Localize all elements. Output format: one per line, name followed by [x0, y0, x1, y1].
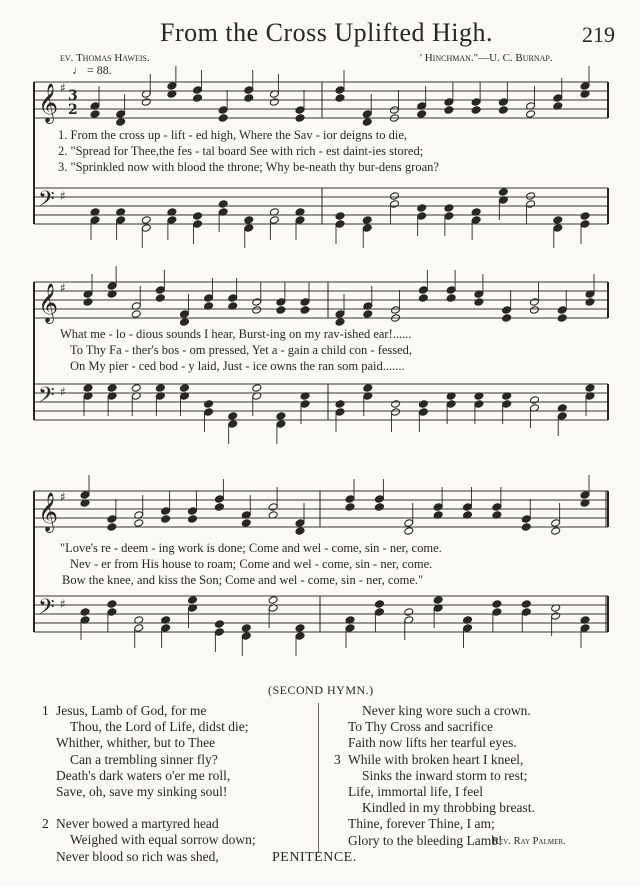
lyric-line: "Love's re - deem - ing work is done; Come and wel - come, sin - ner, come. — [60, 541, 442, 555]
verse-line — [334, 752, 535, 768]
note-head — [252, 384, 262, 393]
note-head — [218, 106, 228, 115]
verse-line — [42, 784, 256, 800]
note-head — [374, 495, 384, 504]
lyric-line: 3. "Sprinkled now with blood the throne; Why be-neath thy bur-dens groan? — [58, 160, 439, 174]
note-head — [141, 216, 151, 225]
note-head — [244, 224, 254, 233]
note-head — [521, 523, 531, 532]
note-head — [295, 106, 305, 115]
note-head — [557, 306, 567, 315]
note-head — [446, 400, 456, 409]
verse-line — [334, 800, 535, 816]
note-head — [193, 86, 203, 95]
note-head — [444, 212, 454, 221]
stanza-number: 1 — [42, 703, 49, 718]
verse-text: Thine, forever Thine, I am; — [348, 816, 495, 832]
note-head — [553, 216, 563, 225]
note-head — [204, 294, 214, 303]
note-head — [391, 408, 401, 417]
note-head — [300, 298, 310, 307]
note-head — [295, 216, 305, 225]
note-head — [300, 306, 310, 315]
note-head — [521, 608, 531, 617]
note-head — [498, 106, 508, 115]
note-head — [295, 527, 305, 536]
verse-line — [42, 849, 256, 865]
verse-text: Can a trembling sinner fly? — [70, 751, 218, 767]
note-head — [155, 286, 165, 295]
note-head — [214, 503, 224, 512]
verse-text: Whither, whither, but to Thee — [56, 735, 216, 751]
verse-column-right — [334, 703, 535, 849]
footer-tune-name: PENITENCE. — [272, 850, 357, 865]
note-head — [580, 220, 590, 229]
note-head — [268, 503, 278, 512]
note-head — [529, 298, 539, 307]
time-signature: 2 — [68, 102, 78, 118]
note-head — [551, 527, 561, 536]
note-head — [241, 519, 251, 528]
note-head — [252, 306, 262, 315]
note-head — [404, 519, 414, 528]
note-head — [444, 98, 454, 107]
note-head — [391, 306, 401, 315]
lyric-line: On My pier - ced bod - y laid, Just - ice owns the ran som paid....... — [70, 359, 405, 373]
note-head — [492, 600, 502, 609]
key-signature-sharp-icon: ♯ — [60, 385, 66, 399]
time-signature: 3 — [68, 88, 78, 104]
note-head — [502, 400, 512, 409]
note-head — [214, 620, 224, 629]
note-head — [107, 608, 117, 617]
note-head — [526, 192, 536, 201]
note-head — [269, 216, 279, 225]
section-heading: (SECOND HYMN.) — [268, 683, 374, 697]
note-head — [580, 82, 590, 91]
note-head — [244, 94, 254, 103]
verse-line — [42, 719, 256, 735]
note-head — [268, 596, 278, 605]
note-head — [526, 200, 536, 209]
column-divider — [318, 703, 319, 853]
verse-text: Never blood so rich was shed, — [56, 848, 219, 864]
note-head — [295, 624, 305, 633]
bass-clef-icon: 𝄢 — [38, 187, 55, 217]
treble-clef-icon: 𝄞 — [38, 283, 59, 323]
note-head — [418, 408, 428, 417]
note-head — [362, 224, 372, 233]
note-head — [218, 114, 228, 123]
note-head — [134, 519, 144, 528]
note-head — [362, 110, 372, 119]
note-head — [446, 294, 456, 303]
note-head — [161, 507, 171, 516]
verse-text: Life, immortal life, I feel — [348, 784, 483, 800]
note-head — [193, 212, 203, 221]
note-head — [404, 608, 414, 617]
note-head — [228, 412, 238, 421]
note-head — [131, 384, 141, 393]
note-head — [580, 624, 590, 633]
note-head — [295, 632, 305, 641]
note-head — [363, 384, 373, 393]
note-head — [188, 507, 198, 516]
note-head — [335, 310, 345, 319]
note-head — [498, 98, 508, 107]
note-head — [471, 216, 481, 225]
note-head — [83, 298, 93, 307]
verse-text: While with broken heart I kneel, — [348, 751, 524, 767]
verse-text: Jesus, Lamb of God, for me — [56, 703, 207, 718]
note-head — [179, 310, 189, 319]
note-head — [107, 600, 117, 609]
note-head — [580, 212, 590, 221]
verse-line — [42, 816, 256, 832]
note-head — [300, 400, 310, 409]
note-head — [474, 400, 484, 409]
note-head — [179, 318, 189, 327]
note-head — [433, 503, 443, 512]
note-head — [295, 519, 305, 528]
verse-line — [334, 816, 535, 832]
note-head — [141, 224, 151, 233]
verse-line — [334, 719, 535, 735]
note-head — [107, 282, 117, 291]
note-head — [526, 110, 536, 119]
note-head — [389, 192, 399, 201]
note-head — [218, 200, 228, 209]
note-head — [529, 306, 539, 315]
treble-clef-icon: 𝄞 — [38, 492, 59, 532]
note-head — [363, 310, 373, 319]
note-head — [580, 491, 590, 500]
note-head — [141, 98, 151, 107]
note-head — [116, 110, 126, 119]
note-head — [345, 624, 355, 633]
lyric-line: Bow the knee, and kiss the Son; Come and wel - come, sin - ner, come." — [62, 573, 424, 587]
note-head — [214, 495, 224, 504]
key-signature-sharp-icon: ♯ — [60, 490, 66, 504]
lyricist-credit: ev. Thomas Haweis. — [60, 52, 150, 64]
note-head — [345, 495, 355, 504]
verse-line — [42, 800, 256, 816]
note-head — [417, 110, 427, 119]
note-head — [276, 412, 286, 421]
verse-text: Faith now lifts her tearful eyes. — [348, 735, 517, 751]
note-head — [335, 94, 345, 103]
note-head — [502, 306, 512, 315]
note-head — [345, 503, 355, 512]
note-head — [463, 503, 473, 512]
page-title: From the Cross Uplifted High. — [160, 18, 493, 47]
note-head — [335, 220, 345, 229]
note-head — [335, 400, 345, 409]
note-head — [391, 400, 401, 409]
note-head — [241, 632, 251, 641]
note-head — [446, 286, 456, 295]
note-head — [276, 420, 286, 429]
note-head — [167, 216, 177, 225]
verse-text: Weighed with equal sorrow down; — [70, 832, 256, 848]
lyric-line: What me - lo - dious sounds I hear, Burst-ing on my rav-ished ear!...... — [60, 327, 412, 341]
note-head — [529, 396, 539, 405]
key-signature-sharp-icon: ♯ — [60, 597, 66, 611]
note-head — [228, 294, 238, 303]
page-number: 219 — [582, 22, 615, 47]
note-head — [444, 204, 454, 213]
verse-line — [334, 735, 535, 751]
note-head — [107, 384, 117, 393]
note-head — [418, 286, 428, 295]
verse-text: To Thy Cross and sacrifice — [348, 719, 494, 735]
note-head — [90, 216, 100, 225]
note-head — [492, 503, 502, 512]
key-signature-sharp-icon: ♯ — [60, 281, 66, 295]
key-signature-sharp-icon: ♯ — [60, 81, 66, 95]
note-head — [553, 94, 563, 103]
note-head — [107, 515, 117, 524]
treble-clef-icon: 𝄞 — [38, 83, 59, 123]
note-head — [557, 412, 567, 421]
note-head — [335, 86, 345, 95]
verse-text: Sinks the inward storm to rest; — [362, 767, 528, 783]
note-head — [471, 98, 481, 107]
note-head — [204, 408, 214, 417]
note-head — [80, 608, 90, 617]
note-head — [155, 294, 165, 303]
verse-column-left — [42, 703, 256, 865]
lyric-line: Nev - er from His house to roam; Come and wel - come, sin - ner, come. — [70, 557, 433, 571]
note-head — [474, 298, 484, 307]
note-head — [228, 420, 238, 429]
verse-line — [42, 768, 256, 784]
note-head — [433, 596, 443, 605]
bass-clef-icon: 𝄢 — [38, 595, 55, 625]
note-head — [585, 384, 595, 393]
note-head — [362, 118, 372, 127]
note-head — [551, 612, 561, 621]
note-head — [374, 600, 384, 609]
note-head — [551, 519, 561, 528]
note-head — [418, 400, 428, 409]
note-head — [167, 82, 177, 91]
note-head — [90, 110, 100, 119]
note-head — [389, 200, 399, 209]
note-head — [557, 314, 567, 323]
note-head — [585, 298, 595, 307]
note-head — [362, 216, 372, 225]
note-head — [417, 204, 427, 213]
note-head — [188, 596, 198, 605]
note-head — [417, 212, 427, 221]
note-head — [161, 515, 171, 524]
author-credit: Rev. Ray Palmer. — [492, 836, 566, 847]
note-head — [241, 624, 251, 633]
note-head — [252, 298, 262, 307]
note-head — [193, 94, 203, 103]
note-head — [502, 314, 512, 323]
verse-line — [334, 768, 535, 784]
verse-text: Never king wore such a crown. — [362, 703, 531, 718]
note-head — [116, 118, 126, 127]
verse-text: Save, oh, save my sinking soul! — [56, 784, 228, 800]
note-head — [244, 216, 254, 225]
note-head — [116, 216, 126, 225]
note-head — [188, 515, 198, 524]
note-head — [161, 624, 171, 633]
note-head — [335, 212, 345, 221]
note-head — [521, 600, 531, 609]
tempo-marking: ♩ = 88. — [72, 63, 112, 77]
note-head — [134, 624, 144, 633]
verse-line — [334, 703, 535, 719]
stanza-number: 2 — [42, 816, 49, 832]
note-head — [463, 624, 473, 633]
verse-text: Thou, the Lord of Life, didst die; — [70, 719, 249, 735]
verse-line — [42, 752, 256, 768]
note-head — [193, 220, 203, 229]
note-head — [204, 400, 214, 409]
tune-credit: ' Hinchman."—U. C. Burnap. — [420, 52, 553, 64]
note-head — [335, 408, 345, 417]
note-head — [521, 515, 531, 524]
note-head — [498, 188, 508, 197]
verse-text: Kindled in my throbbing breast. — [362, 800, 535, 816]
note-head — [155, 384, 165, 393]
note-head — [389, 106, 399, 115]
note-head — [492, 608, 502, 617]
note-head — [374, 503, 384, 512]
note-head — [276, 298, 286, 307]
note-head — [214, 628, 224, 637]
lyric-line: 2. "Spread for Thee,the fes - tal board See with rich - est daint-ies stored; — [58, 144, 424, 158]
note-head — [444, 106, 454, 115]
note-head — [404, 527, 414, 536]
verse-text: Death's dark waters o'er me roll, — [56, 767, 231, 783]
stanza-number: 3 — [334, 751, 341, 767]
note-head — [471, 106, 481, 115]
verse-line — [42, 832, 256, 848]
verse-line — [42, 703, 256, 719]
note-head — [107, 523, 117, 532]
note-head — [374, 608, 384, 617]
note-head — [295, 114, 305, 123]
note-head — [276, 306, 286, 315]
verse-line — [334, 784, 535, 800]
note-head — [179, 384, 189, 393]
verse-line — [42, 735, 256, 751]
key-signature-sharp-icon: ♯ — [60, 189, 66, 203]
verse-text: Glory to the bleeding Lamb! — [348, 832, 503, 848]
note-head — [131, 310, 141, 319]
lyric-line: 1. From the cross up - lift - ed high, Where the Sav - ior deigns to die, — [58, 128, 408, 142]
note-head — [553, 224, 563, 233]
note-head — [418, 294, 428, 303]
note-head — [80, 491, 90, 500]
lyric-line: To Thy Fa - ther's bos - om pressed, Yet a - gain a child con - fessed, — [70, 343, 413, 357]
verse-text: Never bowed a martyred head — [56, 816, 219, 832]
note-head — [83, 384, 93, 393]
note-head — [335, 318, 345, 327]
note-head — [244, 86, 254, 95]
bass-clef-icon: 𝄢 — [38, 383, 55, 413]
note-head — [269, 98, 279, 107]
